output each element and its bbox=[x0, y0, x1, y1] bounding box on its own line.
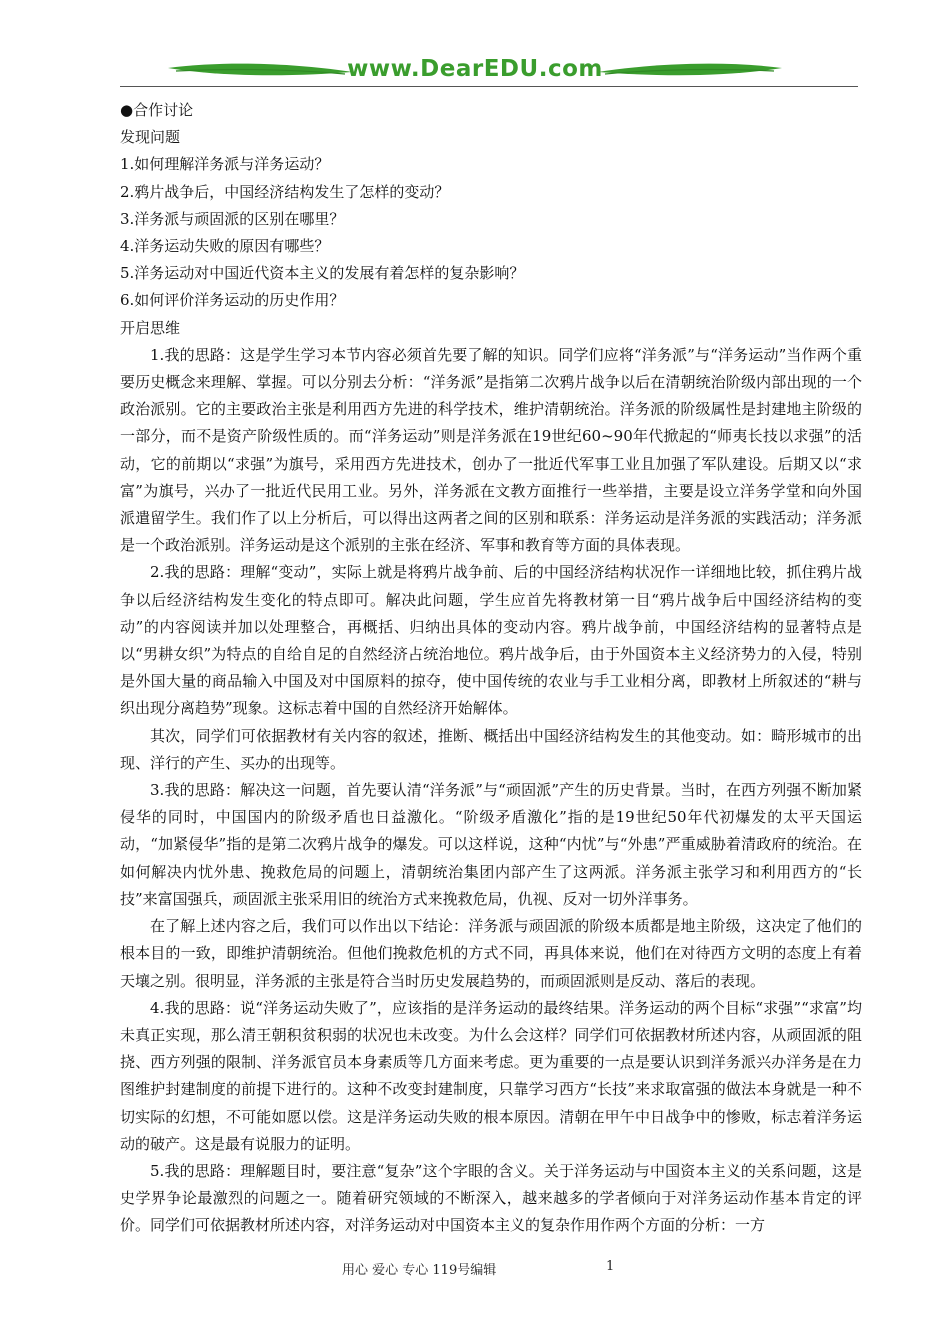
question-3: 3.洋务派与顽固派的区别在哪里？ bbox=[120, 209, 345, 228]
document-body bbox=[120, 97, 862, 1240]
question-5: 5.洋务运动对中国近代资本主义的发展有着怎样的复杂影响？ bbox=[120, 264, 525, 283]
answer-paragraph-5: 5.我的思路：理解题目时，要注意“复杂”这个字眼的含义。关于洋务运动与中国资本主义的关系问题，这是史学界争论最激烈的问题之一。随着研究领域的不断深入，越来越多的学者倾向于对洋务运动作基本肯定的评价。同学们可依据教材所述内容，对洋务运动对中国资本主义的复杂作用作两个方面的分析：一方 bbox=[120, 1161, 862, 1235]
open-thinking-heading: 开启思维 bbox=[120, 318, 181, 337]
page-number: 1 bbox=[606, 1259, 615, 1274]
section-title: ●合作讨论 bbox=[120, 101, 194, 119]
page-header bbox=[0, 50, 950, 96]
answer-paragraph-4: 4.我的思路：说“洋务运动失败了”，应该指的是洋务运动的最终结果。洋务运动的两个目标“求强”“求富”均未真正实现，那么清王朝积贫积弱的状况也未改变。为什么会这样？同学们可依据教材所述内容，从顽固派的阻挠、西方列强的限制、洋务派官员本身素质等几方面来考虑。更为重要的一点是要认识到洋务派兴办洋务是在力图维护封建制度的前提下进行的。这种不改变封建制度，只靠学习西方“长技”来求取富强的做法本身就是一种不切实际的幻想，不可能如愿以偿。这是洋务运动失败的根本原因。清朝在甲午中日战争中的惨败，标志着洋务运动的破产。这是最有说服力的证明。 bbox=[120, 998, 862, 1153]
answer-paragraph-1: 1.我的思路：这是学生学习本节内容必须首先要了解的知识。同学们应将“洋务派”与“洋务运动”当作两个重要历史概念来理解、掌握。可以分别去分析：“洋务派”是指第二次鸦片战争以后在清朝统治阶级内部出现的一个政治派别。它的主要政治主张是利用西方先进的科学技术，维护清朝统治。洋务派的阶级属性是封建地主阶级的一部分，而不是资产阶级性质的。而“洋务运动”则是洋务派在19世纪60~90年代掀起的“师夷长技以求强”的活动，它的前期以“求强”为旗号，采用西方先进技术，创办了一批近代军事工业且加强了军队建设。后期又以“求富”为旗号，兴办了一批近代民用工业。另外，洋务派在文教方面推行一些举措，主要是设立洋务学堂和向外国派遣留学生。我们作了以上分析后，可以得出这两者之间的区别和联系：洋务运动是洋务派的实践活动；洋务派是一个政治派别。洋务运动是这个派别的主张在经济、军事和教育等方面的具体表现。 bbox=[120, 345, 862, 555]
question-1: 1.如何理解洋务派与洋务运动？ bbox=[120, 155, 330, 174]
question-6: 6.如何评价洋务运动的历史作用？ bbox=[120, 291, 345, 310]
question-2: 2.鸦片战争后，中国经济结构发生了怎样的变动？ bbox=[120, 182, 450, 201]
site-logo-text: www.DearEDU.com bbox=[347, 56, 603, 82]
question-4: 4.洋务运动失败的原因有哪些？ bbox=[120, 237, 330, 256]
answer-paragraph-3: 3.我的思路：解决这一问题，首先要认清“洋务派”与“顽固派”产生的历史背景。当时，在西方列强不断加紧侵华的同时，中国国内的阶级矛盾也日益激化。“阶级矛盾激化”指的是19世纪50年代初爆发的太平天国运动，“加紧侵华”指的是第二次鸦片战争的爆发。可以这样说，这种“内忧”与“外患”严重威胁着清政府的统治。在如何解决内忧外患、挽救危局的问题上，清朝统治集团内部产生了这两派。洋务派主张学习和利用西方的“长技”来富国强兵，顽固派主张采用旧的统治方式来挽救危局，仇视、反对一切外洋事务。 bbox=[120, 781, 862, 908]
answer-paragraph-2: 2.我的思路：理解“变动”，实际上就是将鸦片战争前、后的中国经济结构状况作一详细地比较，抓住鸦片战争以后经济结构发生变化的特点即可。解决此问题，学生应首先将教材第一目“鸦片战争后中国经济结构的变动”的内容阅读并加以处理整合，再概括、归纳出具体的变动内容。鸦片战争前，中国经济结构的显著特点是以“男耕女织”为特点的自给自足的自然经济占统治地位。鸦片战争后，由于外国资本主义经济势力的入侵，特别是外国大量的商品输入中国及对中国原料的掠夺，使中国传统的农业与手工业相分离，即教材上所叙述的“耕与织出现分离趋势”现象。这标志着中国的自然经济开始解体。 bbox=[120, 563, 862, 718]
answer-paragraph-2b: 其次，同学们可依据教材有关内容的叙述，推断、概括出中国经济结构发生的其他变动。如：畸形城市的出现、洋行的产生、买办的出现等。 bbox=[120, 726, 862, 772]
footer-note: 用心 爱心 专心 119号编辑 bbox=[342, 1263, 497, 1278]
header-divider bbox=[120, 86, 858, 87]
find-problems-heading: 发现问题 bbox=[120, 128, 181, 147]
page-footer bbox=[0, 1259, 950, 1279]
answer-paragraph-3b: 在了解上述内容之后，我们可以作出以下结论：洋务派与顽固派的阶级本质都是地主阶级，这决定了他们的根本目的一致，即维护清朝统治。但他们挽救危机的方式不同，再具体来说，他们在对待西方文明的态度上有着天壤之别。很明显，洋务派的主张是符合当时历史发展趋势的，而顽固派则是反动、落后的表现。 bbox=[120, 917, 862, 990]
